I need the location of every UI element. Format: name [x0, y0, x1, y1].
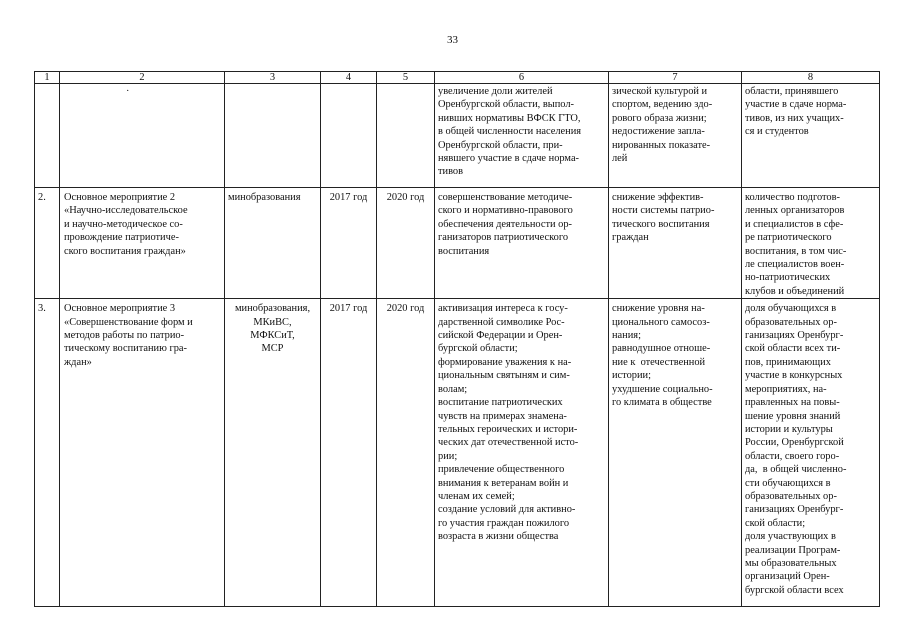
row-number: 3.: [35, 299, 60, 607]
executor: минобразования, МКиВС, МФКСиТ, МСР: [225, 299, 321, 607]
row-number: 2.: [35, 188, 60, 299]
table-row: [35, 84, 880, 188]
column-number: 1: [35, 72, 60, 84]
column-number: 5: [377, 72, 435, 84]
end-year: 2020 год: [377, 299, 435, 607]
table-row: [35, 299, 880, 607]
start-year: 2017 год: [321, 299, 377, 607]
expected-result: совершенствование методиче- ского и нормативно-правового обеспечения деятельности ор- ганизаторов патриотического воспитания: [435, 188, 609, 299]
measure-name: ·: [60, 84, 225, 188]
consequence: снижение уровня на- ционального самосоз- нания; равнодушное отноше- ние к отечественной истории; ухудшение социально- го климата в обществе: [609, 299, 742, 607]
expected-result: увеличение доли жителей Оренбургской области, выпол- нивших нормативы ВФСК ГТО, в общей численности населения Оренбургской области, при- нявшего участие в сдаче норма- тивов: [435, 84, 609, 188]
column-number-row: [35, 72, 880, 84]
executor: [225, 84, 321, 188]
column-number: 4: [321, 72, 377, 84]
indicator: области, принявшего участие в сдаче норма- тивов, из них учащих- ся и студентов: [742, 84, 880, 188]
column-number: 8: [742, 72, 880, 84]
table-row: [35, 188, 880, 299]
start-year: [321, 84, 377, 188]
column-number: 2: [60, 72, 225, 84]
indicator: количество подготов- ленных организаторов и специалистов в сфе- ре патриотического воспитания, в том чис- ле специалистов воен- но-патриотических клубов и объединений: [742, 188, 880, 299]
start-year: 2017 год: [321, 188, 377, 299]
end-year: 2020 год: [377, 188, 435, 299]
measure-name: Основное мероприятие 3 «Совершенствование форм и методов работы по патрио- тическому воспитанию гра- ждан»: [60, 299, 225, 607]
consequence: зической культурой и спортом, ведению здо- рового образа жизни; недостижение запла- нированных показате- лей: [609, 84, 742, 188]
indicator: доля обучающихся в образовательных ор- ганизациях Оренбург- ской области всех ти- пов, принимающих участие в конкурсных мероприятиях, на- правленных на повы- шение уровня знаний истории и культуры России, Оренбургской области, своего горо- да, в общей численно- сти обучающихся в образовательных ор- ганизациях Оренбург- ской области; доля участвующих в реализации Програм- мы образовательных организаций Орен- бургской области всех: [742, 299, 880, 607]
column-number: 3: [225, 72, 321, 84]
measure-name: Основное мероприятие 2 «Научно-исследовательское и научно-методическое со- провождение патриотиче- ского воспитания граждан»: [60, 188, 225, 299]
end-year: [377, 84, 435, 188]
column-number: 7: [609, 72, 742, 84]
row-number: [35, 84, 60, 188]
program-measures-table: [34, 71, 880, 607]
expected-result: активизация интереса к госу- дарственной символике Рос- сийской Федерации и Орен- бургской области; формирование уважения к на- циональным святыням и сим- волам; воспитание патриотических чувств на примерах знамена- тельных героических и истори- ческих дат отечественной исто- рии; привлечение общественного внимания к ветеранам войн и членам их семей; создание условий для активно- го участия граждан пожилого возраста в жизни общества: [435, 299, 609, 607]
page-number: 33: [447, 34, 458, 46]
consequence: снижение эффектив- ности системы патрио- тического воспитания граждан: [609, 188, 742, 299]
executor: минобразования: [225, 188, 321, 299]
column-number: 6: [435, 72, 609, 84]
